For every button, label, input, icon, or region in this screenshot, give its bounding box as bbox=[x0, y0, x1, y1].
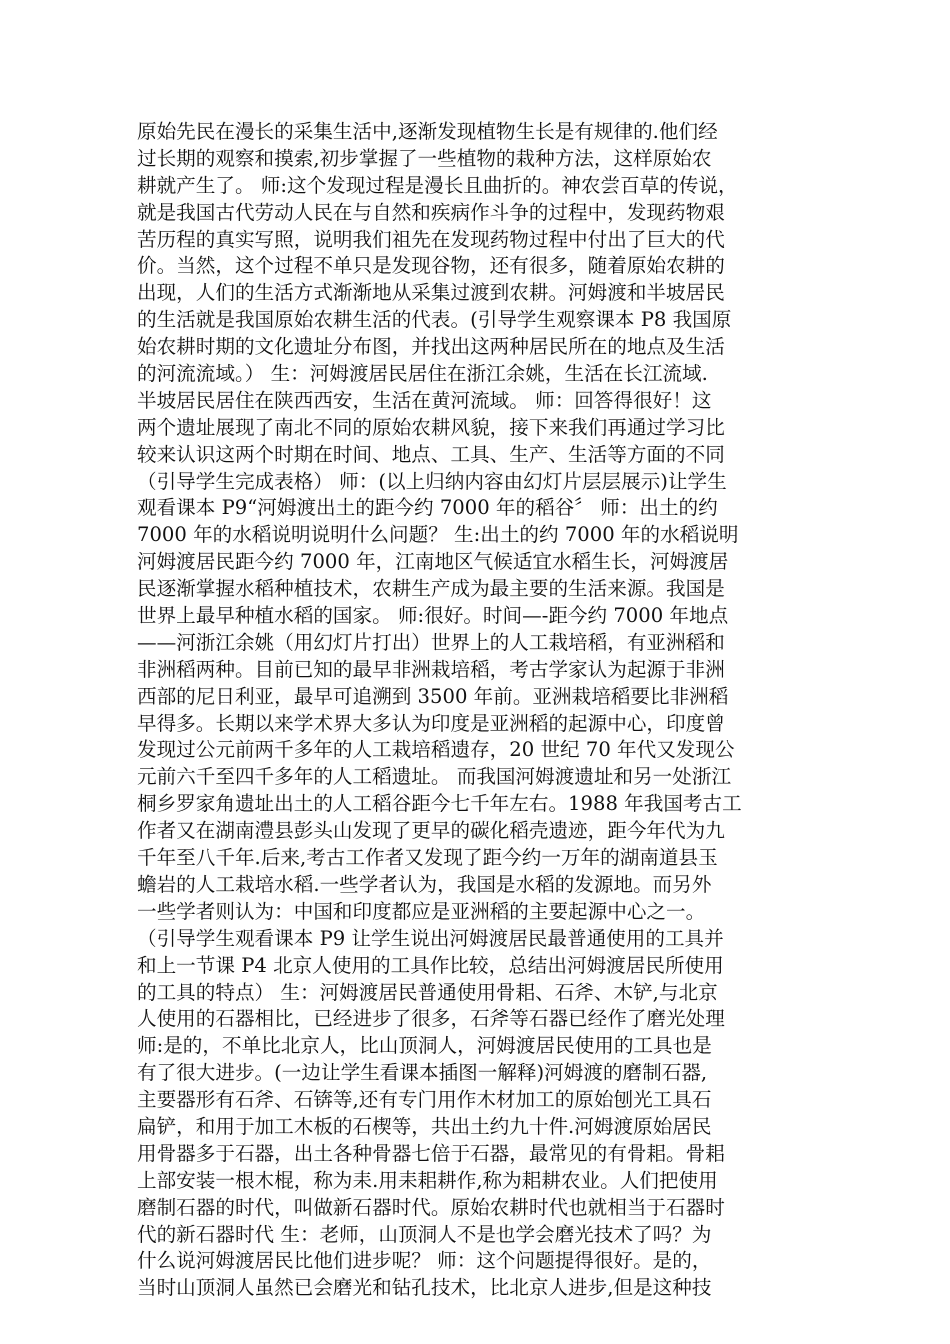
text-line: 主要器形有石斧、石锛等,还有专门用作木材加工的原始刨光工具石 bbox=[137, 1088, 712, 1112]
text-line: 民逐渐掌握水稻种植技术，农耕生产成为最主要的生活来源。我国是 bbox=[137, 577, 725, 601]
text-line: ——河浙江余姚（用幻灯片打出）世界上的人工栽培稻，有亚洲稻和 bbox=[137, 630, 725, 654]
text-line: 河姆渡居民距今约 7000 年，江南地区气候适宜水稻生长，河姆渡居 bbox=[137, 550, 729, 574]
text-line: 的生活就是我国原始农耕生活的代表。(引导学生观察课本 P8 我国原 bbox=[137, 308, 732, 332]
text-line: 的工具的特点） 生：河姆渡居民普通使用骨耜、石斧、木铲,与北京 bbox=[137, 980, 718, 1004]
text-line: 人使用的石器相比，已经进步了很多，石斧等石器已经作了磨光处理 bbox=[137, 1007, 725, 1031]
text-line: 和上一节课 P4 北京人使用的工具作比较，总结出河姆渡居民所使用 bbox=[137, 953, 724, 977]
text-line: （引导学生观看课本 P9 让学生说出河姆渡居民最普通使用的工具并 bbox=[137, 926, 724, 950]
text-line: 作者又在湖南澧县彭头山发现了更早的碳化稻壳遗迹，距今年代为九 bbox=[137, 819, 725, 843]
text-line: 发现过公元前两千多年的人工栽培稻遗存，20 世纪 70 年代又发现公 bbox=[137, 738, 735, 762]
text-line: 磨制石器的时代，叫做新石器时代。原始农耕时代也就相当于石器时 bbox=[137, 1195, 725, 1219]
text-line: 一些学者则认为：中国和印度都应是亚洲稻的主要起源中心之一。 bbox=[137, 899, 706, 923]
text-line: 较来认识这两个时期在时间、地点、工具、生产、生活等方面的不同 bbox=[137, 442, 725, 466]
text-line: 半坡居民居住在陕西西安，生活在黄河流域。 师：回答得很好！这 bbox=[137, 388, 712, 412]
text-line: 非洲稻两种。目前已知的最早非洲栽培稻，考古学家认为起源于非洲 bbox=[137, 657, 725, 681]
text-line: 原始先民在漫长的采集生活中,逐渐发现植物生长是有规律的.他们经 bbox=[137, 120, 718, 143]
text-line: 观看课本 P9“河姆渡出土的距今约 7000 年的稻谷〞 师：出土的约 bbox=[137, 496, 718, 520]
text-line: 什么说河姆渡居民比他们进步呢？ 师：这个问题提得很好。是的， bbox=[137, 1249, 712, 1273]
text-line: 当时山顶洞人虽然已会磨光和钻孔技术，比北京人进步,但是这种技 bbox=[137, 1276, 712, 1300]
text-line: 元前六千至四千多年的人工稻遗址。 而我国河姆渡遗址和另一处浙江 bbox=[137, 765, 732, 789]
text-line: 出现，人们的生活方式渐渐地从采集过渡到农耕。河姆渡和半坡居民 bbox=[137, 281, 725, 305]
text-line: 过长期的观察和摸索,初步掌握了一些植物的栽种方法，这样原始农 bbox=[137, 146, 712, 170]
text-line: （引导学生完成表格） 师：(以上归纳内容由幻灯片层层展示)让学生 bbox=[137, 469, 727, 493]
text-line: 就是我国古代劳动人民在与自然和疾病作斗争的过程中，发现药物艰 bbox=[137, 200, 725, 224]
text-line: 的河流流域。） 生：河姆渡居民居住在浙江余姚，生活在长江流域. bbox=[137, 362, 708, 386]
text-line: 上部安装一根木棍，称为耒.用耒耜耕作,称为耜耕农业。人们把使用 bbox=[137, 1168, 718, 1192]
text-line: 代的新石器时代 生：老师，山顶洞人不是也学会磨光技术了吗？为 bbox=[137, 1222, 712, 1246]
text-line: 苦历程的真实写照，说明我们祖先在发现药物过程中付出了巨大的代 bbox=[137, 227, 725, 251]
text-line: 用骨器多于石器，出土各种骨器七倍于石器，最常见的有骨耜。骨耜 bbox=[137, 1141, 725, 1165]
body-text bbox=[137, 119, 827, 1302]
text-line: 始农耕时期的文化遗址分布图，并找出这两种居民所在的地点及生活 bbox=[137, 335, 725, 359]
text-line: 千年至八千年.后来,考古工作者又发现了距今约一万年的湖南道县玉 bbox=[137, 846, 718, 870]
text-line: 两个遗址展现了南北不同的原始农耕风貌，接下来我们再通过学习比 bbox=[137, 415, 725, 439]
text-line: 7000 年的水稻说明说明什么问题？ 生:出土的约 7000 年的水稻说明 bbox=[137, 523, 739, 547]
text-line: 扁铲，和用于加工木板的石楔等，共出土约九十件.河姆渡原始居民 bbox=[137, 1114, 712, 1138]
text-line: 西部的尼日利亚，最早可追溯到 3500 年前。亚洲栽培稻要比非洲稻 bbox=[137, 684, 729, 708]
text-line: 耕就产生了。 师:这个发现过程是漫长且曲折的。神农尝百草的传说， bbox=[137, 173, 738, 197]
text-line: 早得多。长期以来学术界大多认为印度是亚洲稻的起源中心，印度曾 bbox=[137, 711, 725, 735]
text-line: 蟾岩的人工栽培水稻.一些学者认为，我国是水稻的发源地。而另外 bbox=[137, 872, 712, 896]
text-line: 师:是的，不单比北京人，比山顶洞人，河姆渡居民使用的工具也是 bbox=[137, 1034, 712, 1058]
text-line: 桐乡罗家角遗址出土的人工稻谷距今七千年左右。1988 年我国考古工 bbox=[137, 792, 742, 816]
text-line: 有了很大进步。(一边让学生看课本插图一解释)河姆渡的磨制石器, bbox=[137, 1061, 708, 1085]
text-line: 世界上最早种植水稻的国家。 师:很好。时间—-距今约 7000 年地点 bbox=[137, 604, 729, 628]
text-line: 价。当然，这个过程不单只是发现谷物，还有很多，随着原始农耕的 bbox=[137, 254, 725, 278]
